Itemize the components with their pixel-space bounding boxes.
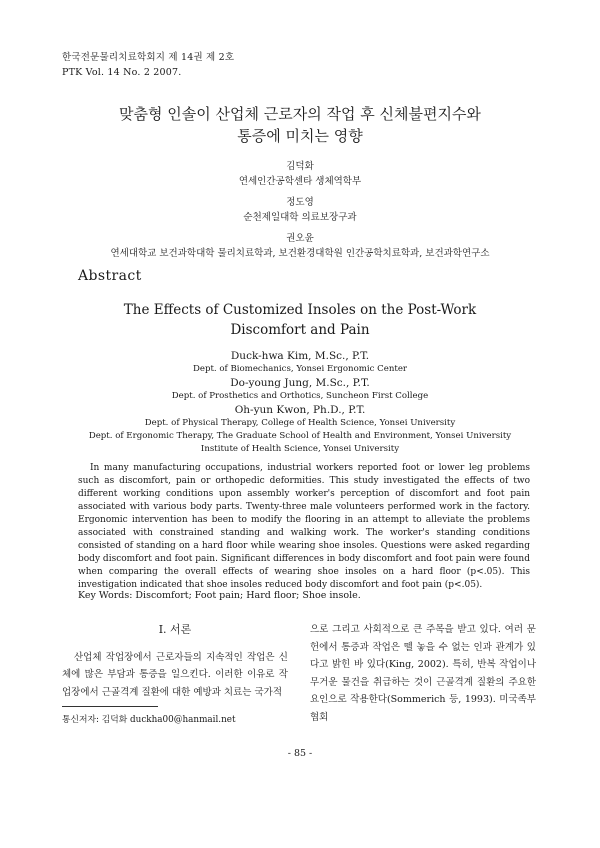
- english-author-dept: Dept. of Prosthetics and Orthotics, Suncheon First College: [171, 391, 429, 401]
- korean-author-affiliation: 연세대학교 보건과학대학 물리치료학과, 보건환경대학원 인간공학치료학과, 보건과학연구소: [110, 248, 490, 259]
- corresponding-author-footnote: 통신저자: 김덕화 duckha00@hanmail.net: [62, 715, 236, 725]
- page-number: - 85 -: [287, 748, 313, 759]
- abstract-heading: Abstract: [78, 268, 142, 284]
- korean-author-affiliation: 순천제일대학 의료보장구과: [243, 212, 357, 223]
- body-paragraph: 으로 그리고 사회적으로 큰 주목을 받고 있다. 여러 문헌에서 통증과 작업은 뗄 놓을 수 없는 인과 관계가 있다고 밝힌 바 있다(King, 2002). 특히, 반복 작업이나 무거운 물건을 취급하는 것이 근골격계 질환의 주요한 요인으로 작용한다(Sommerich 등, 1993). 미국족부협회: [310, 624, 536, 723]
- body-paragraph: 산업체 작업장에서 근로자들의 지속적인 작업은 신체에 많은 부담과 통증을 일으킨다. 이러한 이유로 작업장에서 근골격계 질환에 대한 예방과 치료는 국가적: [62, 651, 288, 698]
- korean-title: [60, 103, 540, 147]
- journal-volume-info: PTK Vol. 14 No. 2 2007.: [62, 67, 182, 78]
- english-title-line-1: The Effects of Customized Insoles on the Post-Work: [123, 302, 477, 318]
- english-author-dept: Institute of Health Science, Yonsei University: [200, 444, 400, 454]
- english-author-name: Do-young Jung, M.Sc., P.T.: [230, 377, 370, 389]
- english-title-line-2: Discomfort and Pain: [230, 322, 370, 338]
- footnote-divider: [62, 706, 158, 707]
- korean-title-line-1: 맞춤형 인솔이 산업체 근로자의 작업 후 신체불편지수와: [119, 105, 481, 123]
- journal-header: [62, 50, 234, 80]
- english-author-dept: Dept. of Biomechanics, Yonsei Ergonomic Center: [192, 364, 408, 374]
- english-author-dept: Dept. of Physical Therapy, College of Health Science, Yonsei University: [144, 418, 456, 428]
- english-author-name: Duck-hwa Kim, M.Sc., P.T.: [230, 350, 370, 362]
- section-heading-introduction: Ⅰ. 서론: [158, 623, 192, 636]
- korean-author-name: 정도영: [286, 197, 314, 208]
- english-title: [60, 300, 540, 340]
- english-authors: [40, 349, 560, 456]
- korean-author-affiliation: 연세인간공학센타 생체역학부: [238, 176, 362, 187]
- korean-author-name: 김덕화: [286, 161, 314, 172]
- right-column: [310, 621, 536, 726]
- english-author-dept: Dept. of Ergonomic Therapy, The Graduate School of Health and Environment, Yonsei University: [88, 431, 512, 441]
- abstract-body: In many manufacturing occupations, industrial workers reported foot or lower leg problems such as discomfort, pain or orthopedic deformities. This study investigated the effects of two different working conditions upon assembly worker's perception of discomfort and foot pain associated with various body parts. Twenty-three male volunteers performed work in the factory. Ergonomic intervention has been to modify the flooring in an attempt to alleviate the problems associated with constrained standing and walking work. The worker's standing conditions consisted of standing on a hard floor while wearing shoe insoles. Questions were asked regarding body discomfort and foot pain. Significant differences in body discomfort and foot pain were found when comparing the overall effects of wearing shoe insoles on a hard floor (p<.05). This investigation indicated that shoe insoles reduced body discomfort and foot pain (p<.05).: [78, 463, 530, 590]
- journal-name-korean: 한국전문물리치료학회지 제 14권 제 2호: [62, 52, 235, 63]
- korean-author-name: 권오윤: [286, 233, 314, 244]
- korean-authors: [40, 159, 560, 267]
- korean-title-line-2: 통증에 미치는 영향: [237, 127, 363, 145]
- keywords: Key Words: Discomfort; Foot pain; Hard floor; Shoe insole.: [78, 590, 361, 601]
- english-author-name: Oh-yun Kwon, Ph.D., P.T.: [234, 404, 366, 416]
- left-column: [62, 621, 288, 701]
